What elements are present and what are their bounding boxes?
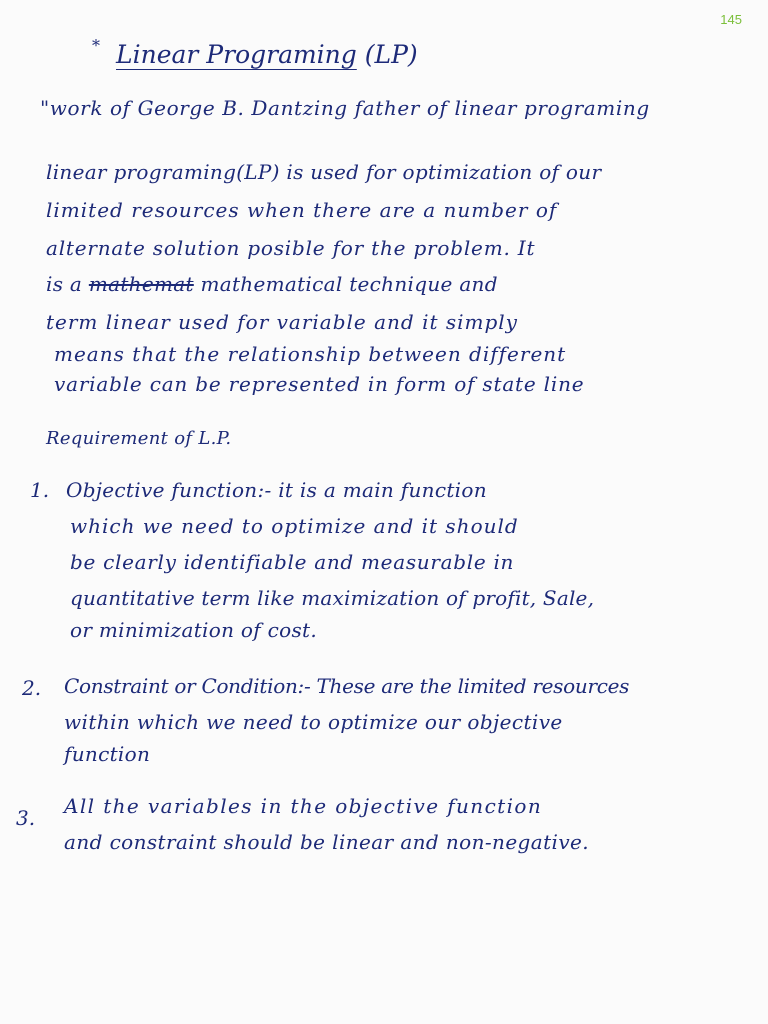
requirement-1-line-1: Objective function:- it is a main function — [66, 478, 487, 502]
title-suffix: (LP) — [364, 40, 418, 69]
definition-line-4 — [46, 272, 498, 296]
page-title — [116, 40, 418, 69]
page-number: 145 — [720, 12, 742, 27]
definition-line-1: linear programing(LP) is used for optimization of our — [46, 160, 602, 184]
definition-line-4-prefix: is a — [46, 272, 83, 296]
definition-line-4-text: mathematical technique and — [200, 272, 498, 296]
requirement-2-line-1: Constraint or Condition:- These are the limited resources — [64, 674, 630, 698]
requirement-3-number: 3. — [16, 806, 36, 830]
requirement-heading: Requirement of L.P. — [46, 428, 232, 449]
requirement-2-line-2: within which we need to optimize our objective — [64, 710, 563, 734]
requirement-1-line-3: be clearly identifiable and measurable in — [70, 550, 515, 574]
intro-line: "work of George B. Dantzing father of linear programing — [40, 96, 650, 120]
requirement-2-number: 2. — [22, 676, 42, 700]
requirement-1-line-5: or minimization of cost. — [70, 618, 318, 642]
title-main: Linear Programing — [116, 40, 357, 69]
requirement-3-line-1: All the variables in the objective function — [64, 794, 543, 818]
struck-out-word: mathemat — [88, 272, 194, 296]
requirement-1-number: 1. — [30, 478, 50, 502]
definition-line-6: means that the relationship between different — [54, 342, 567, 366]
definition-line-3: alternate solution posible for the problem. It — [46, 236, 536, 260]
definition-line-7: variable can be represented in form of state line — [54, 372, 585, 396]
requirement-2-line-3: function — [64, 742, 151, 766]
definition-line-2: limited resources when there are a number of — [46, 198, 558, 222]
definition-line-5: term linear used for variable and it simply — [46, 310, 518, 334]
requirement-3-line-2: and constraint should be linear and non-negative. — [64, 830, 590, 854]
requirement-1-line-4: quantitative term like maximization of profit, Sale, — [70, 586, 595, 610]
requirement-1-line-2: which we need to optimize and it should — [70, 514, 519, 538]
title-star: * — [92, 36, 100, 55]
